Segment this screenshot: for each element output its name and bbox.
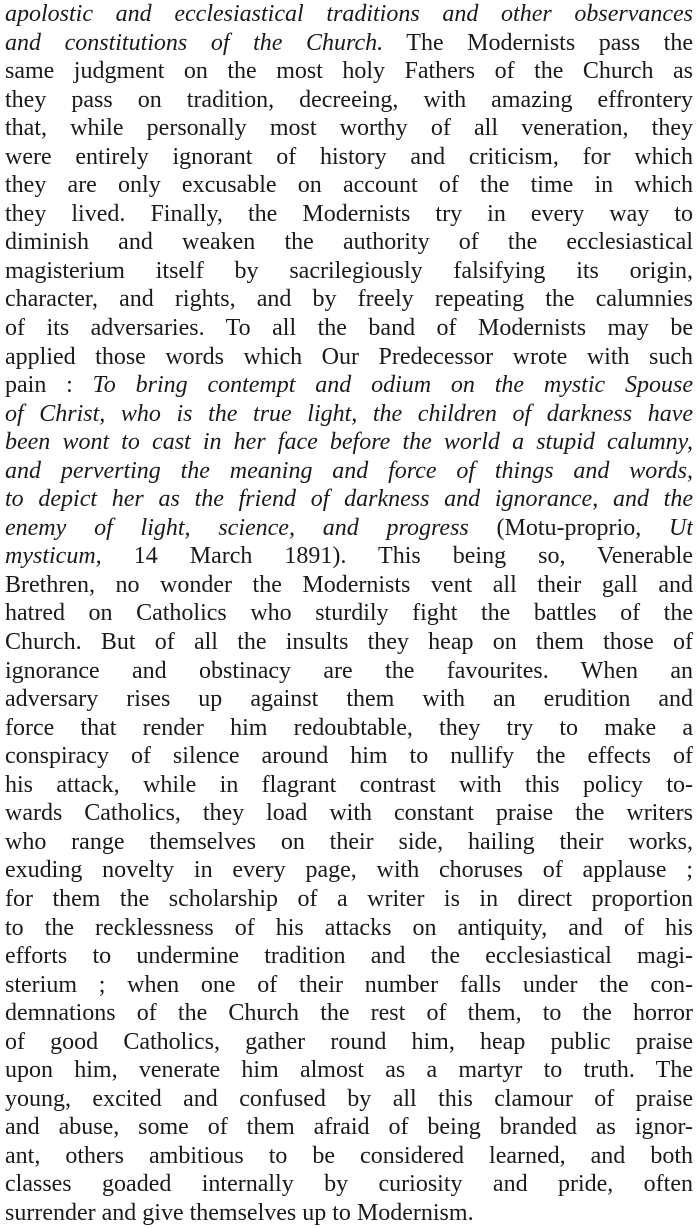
text-line xyxy=(5,1085,693,1114)
text-line xyxy=(5,285,693,314)
text-line xyxy=(5,771,693,800)
text-line xyxy=(5,571,693,600)
text-line xyxy=(5,628,693,657)
text-run: of its adversaries. To all the band of Modernists may be xyxy=(5,315,693,342)
text-line xyxy=(5,200,693,229)
text-run: demnations of the Church the rest of them, to the horror xyxy=(5,1000,693,1027)
text-line xyxy=(5,314,693,343)
text-run: 14 March 1891). This being so, Venerable xyxy=(101,543,693,570)
text-run: they pass on tradition, decreeing, with amazing effrontery xyxy=(5,86,693,113)
text-run: surrender and give themselves up to Modernism. xyxy=(5,1199,474,1226)
text-line xyxy=(5,799,693,828)
text-run: his attack, while in flagrant contrast with this policy to- xyxy=(5,771,693,798)
text-line xyxy=(5,885,693,914)
text-run: that, while personally most worthy of all veneration, they xyxy=(5,115,693,142)
text-line xyxy=(5,143,693,172)
text-run: diminish and weaken the authority of the ecclesiastical xyxy=(5,229,693,256)
text-run: efforts to undermine tradition and the ecclesiastical magi- xyxy=(5,943,693,970)
text-line xyxy=(5,742,693,771)
page-body xyxy=(5,0,693,1228)
text-line xyxy=(5,542,693,571)
text-line xyxy=(5,999,693,1028)
text-line xyxy=(5,1028,693,1057)
text-run: hatred on Catholics who sturdily fight the battles of the xyxy=(5,600,693,627)
text-line xyxy=(5,657,693,686)
text-run: force that render him redoubtable, they try to make a xyxy=(5,714,693,741)
text-line xyxy=(5,685,693,714)
italic-text: to depict her as the friend of darkness and ignorance, and the xyxy=(5,486,693,513)
italic-text: and perverting the meaning and force of things and words, xyxy=(5,457,693,484)
text-run: pain : xyxy=(5,372,93,399)
text-run: young, excited and confused by all this clamour of praise xyxy=(5,1085,693,1112)
text-run: were entirely ignorant of history and criticism, for which xyxy=(5,143,693,170)
text-line xyxy=(5,29,693,58)
text-run: exuding novelty in every page, with choruses of applause ; xyxy=(5,857,693,884)
text-run: same judgment on the most holy Fathers of the Church as xyxy=(5,58,693,85)
text-line xyxy=(5,1142,693,1171)
text-run: (Motu-proprio, xyxy=(468,514,669,541)
text-line xyxy=(5,914,693,943)
text-line xyxy=(5,714,693,743)
text-run: conspiracy of silence around him to nullify the effects of xyxy=(5,743,693,770)
italic-text: apolostic and ecclesiastical traditions and other observances xyxy=(5,1,693,27)
text-run: upon him, venerate him almost as a martyr to truth. The xyxy=(5,1057,693,1084)
italic-text: been wont to cast in her face before the world a stupid calumny, xyxy=(5,429,693,456)
text-run: Church. But of all the insults they heap on them those of xyxy=(5,629,693,656)
text-line xyxy=(5,971,693,1000)
text-line xyxy=(5,86,693,115)
text-line xyxy=(5,1199,693,1228)
italic-text: of Christ, who is the true light, the children of darkness have xyxy=(5,400,693,427)
text-run: classes goaded internally by curiosity and pride, often xyxy=(5,1171,693,1198)
text-run: applied those words which Our Predecessor wrote with such xyxy=(5,343,693,370)
text-line xyxy=(5,343,693,372)
text-run: Brethren, no wonder the Modernists vent all their gall and xyxy=(5,571,693,598)
text-line xyxy=(5,457,693,486)
text-line xyxy=(5,228,693,257)
text-run: wards Catholics, they load with constant praise the writers xyxy=(5,800,693,827)
text-line xyxy=(5,171,693,200)
text-line xyxy=(5,856,693,885)
italic-text: To bring contempt and odium on the mystic Spouse xyxy=(92,372,693,399)
text-run: they lived. Finally, the Modernists try in every way to xyxy=(5,200,693,227)
italic-text: Ut xyxy=(669,514,693,541)
text-run: character, and rights, and by freely repeating the calumnies xyxy=(5,286,693,313)
italic-text: mysticum, xyxy=(5,543,102,570)
text-run: ignorance and obstinacy are the favourites. When an xyxy=(5,657,693,684)
text-run: ant, others ambitious to be considered learned, and both xyxy=(5,1142,693,1169)
text-line xyxy=(5,1113,693,1142)
text-line xyxy=(5,485,693,514)
text-line xyxy=(5,57,693,86)
text-run: to the recklessness of his attacks on antiquity, and of his xyxy=(5,914,693,941)
text-line xyxy=(5,371,693,400)
text-line xyxy=(5,942,693,971)
text-line xyxy=(5,828,693,857)
text-run: they are only excusable on account of the time in which xyxy=(5,172,693,199)
text-line xyxy=(5,114,693,143)
text-run: adversary rises up against them with an erudition and xyxy=(5,686,693,713)
text-run: and abuse, some of them afraid of being branded as ignor- xyxy=(5,1114,693,1141)
text-line xyxy=(5,514,693,543)
text-line xyxy=(5,257,693,286)
text-run: The Modernists pass the xyxy=(383,29,693,56)
text-run: for them the scholarship of a writer is in direct proportion xyxy=(5,885,693,912)
text-line xyxy=(5,1056,693,1085)
text-line xyxy=(5,1170,693,1199)
italic-text: and constitutions of the Church. xyxy=(5,29,384,56)
italic-text: enemy of light, science, and progress xyxy=(5,514,469,541)
text-line xyxy=(5,0,693,29)
text-run: magisterium itself by sacrilegiously falsifying its origin, xyxy=(5,257,693,284)
text-line xyxy=(5,599,693,628)
text-line xyxy=(5,400,693,429)
text-line xyxy=(5,428,693,457)
text-run: who range themselves on their side, hailing their works, xyxy=(5,828,693,855)
text-run: sterium ; when one of their number falls under the con- xyxy=(5,971,693,998)
text-run: of good Catholics, gather round him, heap public praise xyxy=(5,1028,693,1055)
